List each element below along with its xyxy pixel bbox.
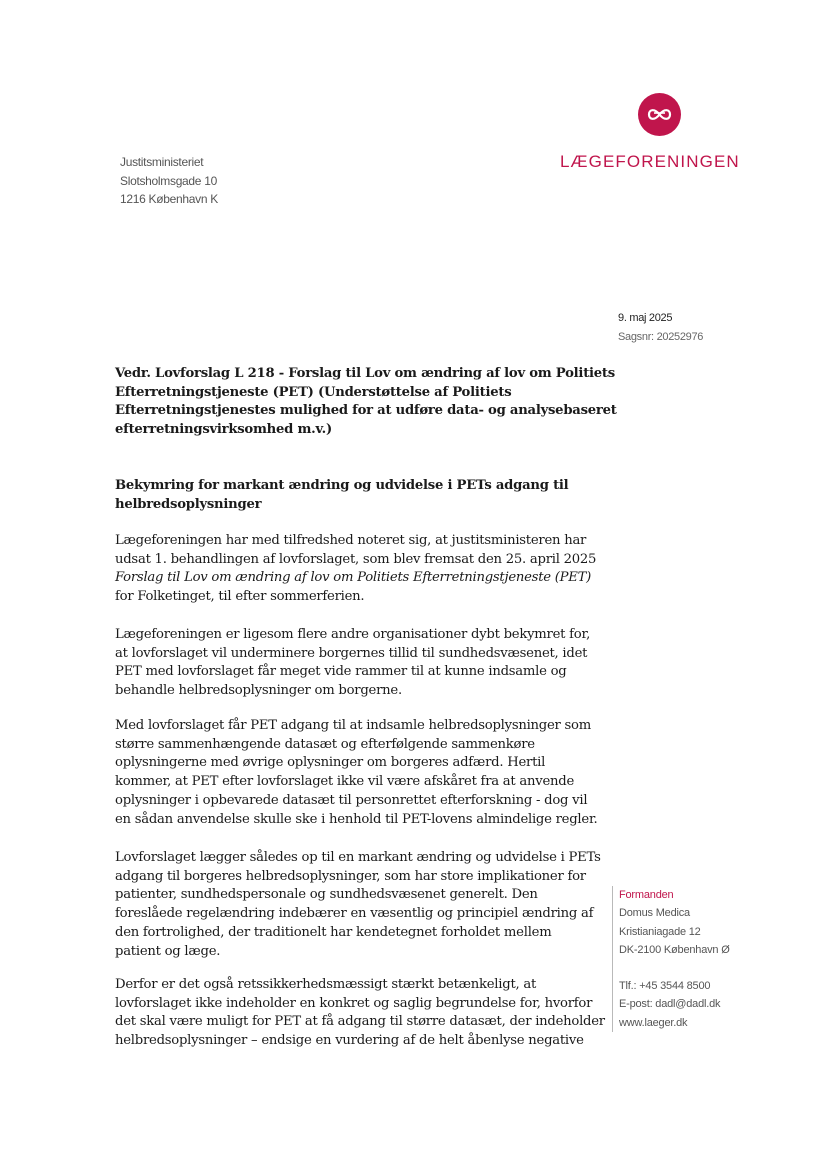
heading-text: helbredsoplysninger: [115, 496, 262, 512]
paragraph-line: behandle helbredsoplysninger om borgerne.: [115, 683, 402, 699]
law-title: Forslag til Lov om ændring af lov om Politiets Efterretningstjeneste (PET): [115, 570, 592, 586]
paragraph-line: oplysningerne med øvrige oplysninger om borgeres adfærd. Hertil: [115, 755, 546, 771]
subject-text: Efterretningstjenestes mulighed for at udføre data- og analysebaseret: [115, 403, 617, 419]
sender-role: Formanden: [619, 889, 674, 901]
paragraph-line: for Folketinget, til efter sommerferien.: [115, 589, 365, 605]
paragraph-line: Lovforslaget lægger således op til en markant ændring og udvidelse i PETs: [115, 850, 601, 865]
sender-org: Domus Medica: [619, 907, 690, 920]
paragraph-3: [115, 717, 598, 829]
paragraph-line: kommer, at PET efter lovforslaget ikke vil være afskåret fra at anvende: [115, 774, 575, 790]
paragraph-line: lovforslaget ikke indeholder en konkret og saglig begrundelse for, hvorfor: [115, 995, 593, 1011]
letter-date: 9. maj 2025: [618, 312, 673, 324]
sender-website[interactable]: www.laeger.dk: [619, 1016, 688, 1029]
paragraph-line: foreslåede regelændring indebærer en væsentlig og principiel ændring af: [115, 906, 594, 922]
logo-symbol: [638, 93, 681, 136]
section-heading: [115, 477, 575, 514]
paragraph-line: PET med lovforslaget får meget vide rammer til at kunne indsamle og: [115, 664, 567, 680]
logo-wordmark[interactable]: LÆGEFORENINGEN: [560, 152, 740, 171]
paragraph-line: patient og læge.: [115, 943, 221, 959]
sender-email[interactable]: E-post: dadl@dadl.dk: [619, 998, 721, 1011]
paragraph-line: Lægeforeningen har med tilfredshed noteret sig, at justitsministeren har: [115, 533, 587, 548]
paragraph-line: oplysninger i opbevarede datasæt til personrettet efterforskning - dog vil: [115, 792, 588, 808]
paragraph-1: [115, 532, 597, 607]
paragraph-line: Med lovforslaget får PET adgang til at indsamle helbredsoplysninger som: [115, 718, 592, 733]
letter-meta: [618, 309, 703, 346]
paragraph-4: [115, 849, 601, 961]
recipient-line: 1216 København K: [120, 192, 218, 206]
case-number: Sagsnr: 20252976: [618, 330, 704, 343]
recipient-address: [120, 153, 218, 209]
sidebar-spacer: [619, 959, 779, 977]
subject-text: efterretningsvirksomhed m.v.): [115, 422, 332, 438]
heading-text: Bekymring for markant ændring og udvidelse i PETs adgang til: [115, 478, 569, 493]
sender-city: DK-2100 København Ø: [619, 943, 730, 956]
paragraph-line: større sammenhængende datasæt og efterfølgende sammenkøre: [115, 736, 535, 752]
paragraph-line: den fortrolighed, der traditionelt har kendetegnet forholdet mellem: [115, 924, 552, 940]
subject-text: Efterretningstjeneste (PET) (Understøttelse af Politiets: [115, 384, 512, 400]
paragraph-line: helbredsoplysninger – endsige en vurdering af de helt åbenlyse negative: [115, 1033, 584, 1049]
paragraph-line: en sådan anvendelse skulle ske i henhold til PET-lovens almindelige regler.: [115, 811, 598, 827]
infinity-heart-icon: [638, 93, 681, 136]
recipient-line: Justitsministeriet: [120, 155, 204, 169]
paragraph-line: at lovforslaget vil underminere borgernes tillid til sundhedsvæsenet, idet: [115, 645, 588, 661]
sender-phone[interactable]: Tlf.: +45 3544 8500: [619, 980, 711, 993]
paragraph-5: [115, 976, 605, 1051]
sender-street: Kristianiagade 12: [619, 925, 701, 938]
subject-line: [115, 365, 617, 440]
recipient-line: Slotsholmsgade 10: [120, 173, 217, 188]
paragraph-line: patienter, sundhedspersonale og sundhedsvæsenet generelt. Den: [115, 887, 538, 903]
paragraph-2: [115, 626, 591, 701]
paragraph-line: udsat 1. behandlingen af lovforslaget, som blev fremsat den 25. april 2025: [115, 551, 597, 567]
paragraph-line: Lægeforeningen er ligesom flere andre organisationer dybt bekymret for,: [115, 627, 591, 642]
subject-text: Vedr. Lovforslag L 218 - Forslag til Lov om ændring af lov om Politiets: [115, 366, 615, 381]
paragraph-line: Derfor er det også retssikkerhedsmæssigt stærkt betænkeligt, at: [115, 977, 537, 992]
paragraph-line: det skal være muligt for PET at få adgang til større datasæt, der indeholder: [115, 1014, 605, 1030]
sender-sidebar: [612, 886, 779, 1032]
paragraph-line: adgang til borgeres helbredsoplysninger, som har store implikationer for: [115, 868, 586, 884]
